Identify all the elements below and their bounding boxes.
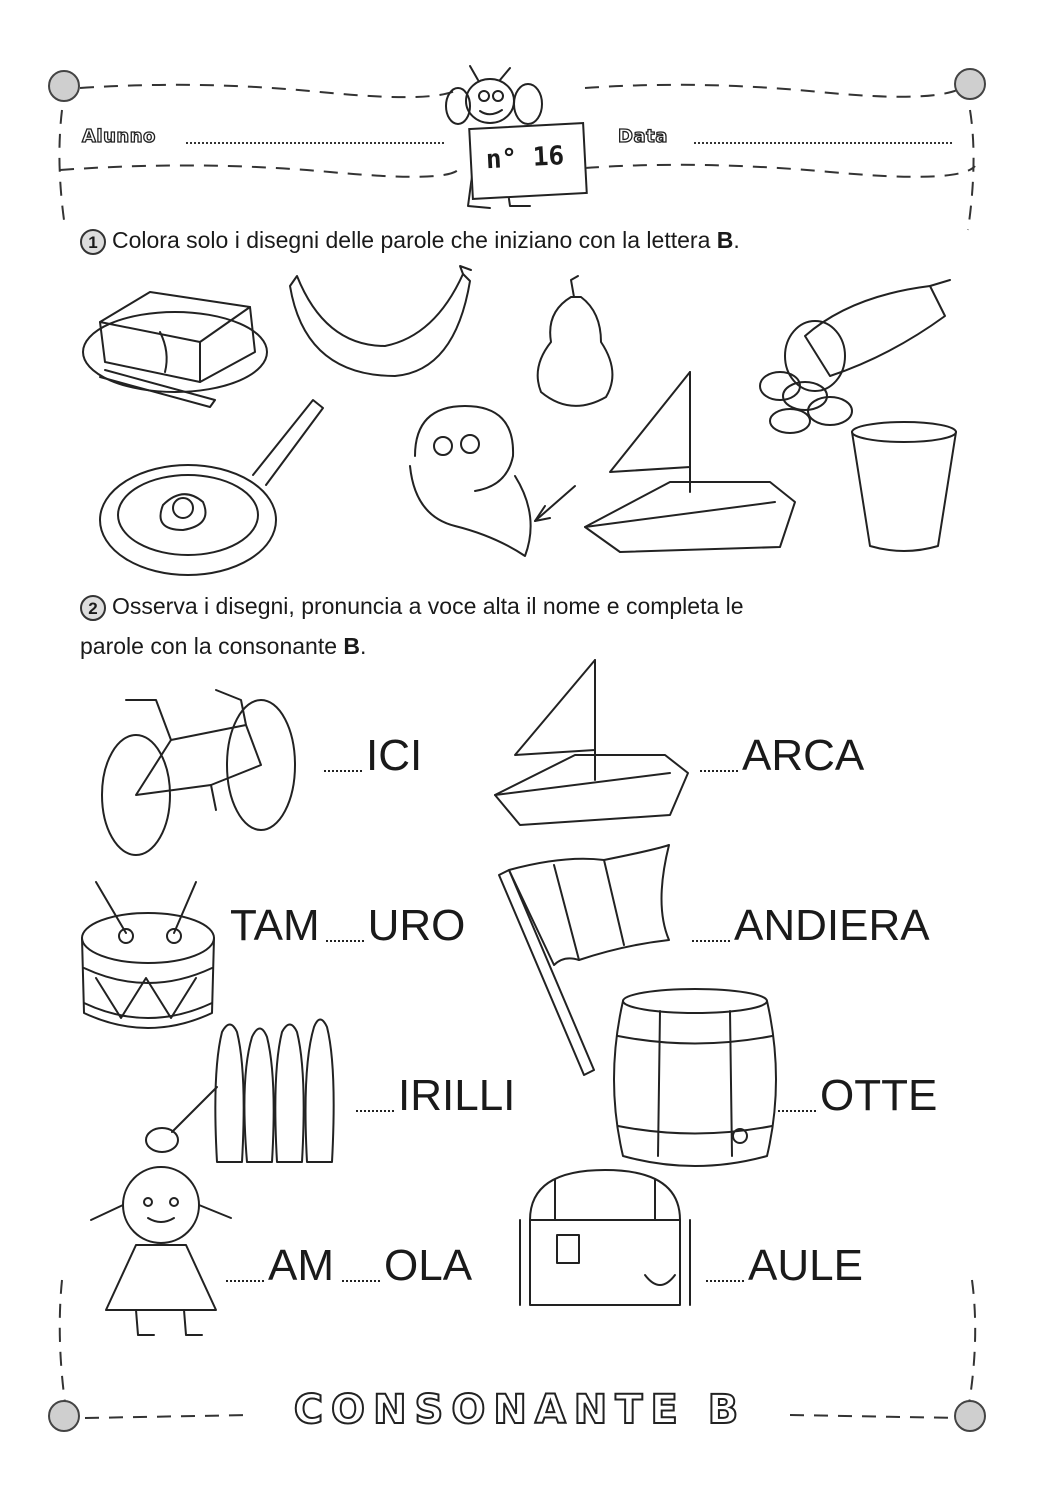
- letter-blank[interactable]: [778, 1110, 816, 1112]
- exercise-2-letter: B: [343, 633, 361, 659]
- corner-ball-bottom-left: [49, 1401, 79, 1431]
- old-man-drawing[interactable]: [395, 396, 585, 571]
- exercise-2-number: 2: [80, 595, 106, 621]
- sailboat-2-drawing: [490, 655, 690, 840]
- student-label: Alunno: [82, 126, 156, 147]
- corner-ball-top-left: [49, 71, 79, 101]
- word-tamburo: TAM URO: [230, 901, 466, 950]
- letter-blank[interactable]: [356, 1110, 394, 1112]
- frying-pan-drawing[interactable]: [98, 390, 328, 580]
- letter-blank[interactable]: [700, 770, 738, 772]
- letter-blank[interactable]: [326, 940, 364, 942]
- footer-title: CONSONANTE B: [293, 1387, 747, 1433]
- bowling-pins-drawing: [142, 1012, 352, 1167]
- word-birilli: IRILLI: [356, 1074, 515, 1118]
- doll-drawing: [76, 1160, 246, 1340]
- letter-blank[interactable]: [226, 1280, 264, 1282]
- letter-blank[interactable]: [342, 1280, 380, 1282]
- sheet-number-badge: [468, 122, 588, 200]
- glass-drawing[interactable]: [848, 418, 963, 558]
- student-name-field[interactable]: [186, 142, 444, 144]
- date-label: Data: [618, 126, 668, 147]
- exercise-1-instruction: 1 Colora solo i disegni delle parole che iniziano con la lettera B.: [80, 220, 740, 260]
- bicycle-drawing: [96, 670, 301, 865]
- corner-ball-bottom-right: [955, 1401, 985, 1431]
- word-bambola: AM OLA: [226, 1244, 472, 1288]
- word-barca: ARCA: [700, 734, 864, 778]
- letter-blank[interactable]: [706, 1280, 744, 1282]
- date-field[interactable]: [694, 142, 952, 144]
- letter-blank[interactable]: [692, 940, 730, 942]
- word-botte: OTTE: [778, 1074, 937, 1118]
- exercise-1-number: 1: [80, 229, 106, 255]
- banana-drawing[interactable]: [285, 266, 480, 396]
- sheet-number: n° 16: [485, 141, 565, 176]
- exercise-1-letter: B: [716, 227, 734, 253]
- word-bici: ICI: [324, 734, 422, 778]
- word-bandiera: ANDIERA: [692, 904, 930, 948]
- corner-ball-top-right: [955, 69, 985, 99]
- letter-blank[interactable]: [324, 770, 362, 772]
- word-baule: AULE: [706, 1244, 863, 1288]
- treasure-chest-drawing: [515, 1165, 695, 1310]
- exercise-2-instruction: 2 Osserva i disegni, pronuncia a voce alta il nome e completa le parole con la consonante B.: [80, 593, 744, 659]
- sailboat-drawing[interactable]: [580, 362, 800, 572]
- barrel-drawing: [610, 986, 780, 1174]
